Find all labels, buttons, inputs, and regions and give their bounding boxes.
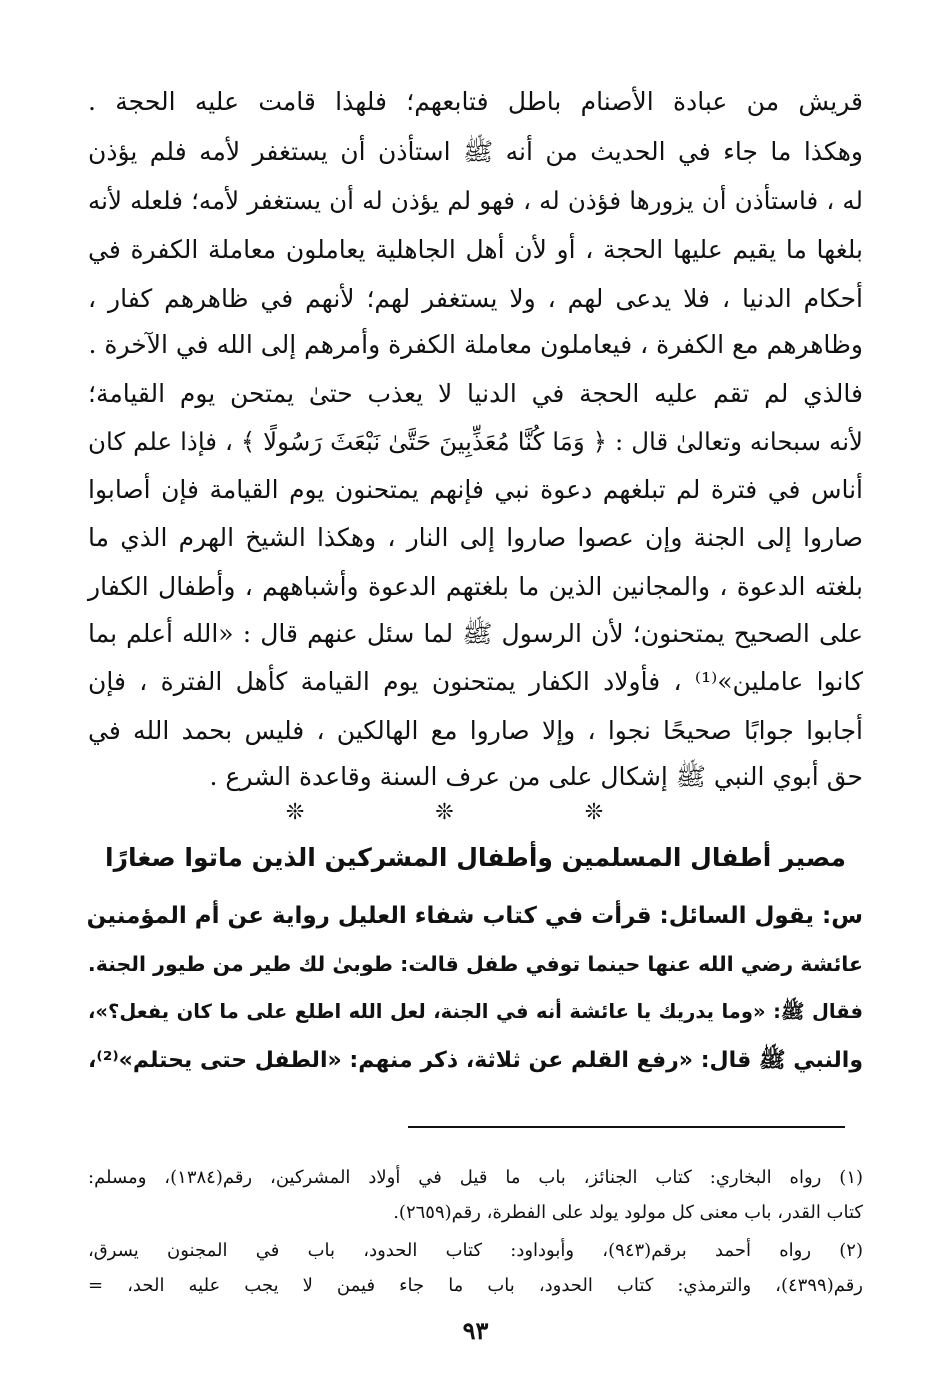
body-line: وهكذا ما جاء في الحديث من أنه ﷺ استأذن أن يستغفر لأمه فلم يؤذن	[88, 137, 863, 166]
body-line: قريش من عبادة الأصنام باطل فتابعهم؛ فلهذا قامت عليه الحجة .	[88, 87, 863, 116]
question-line: س: يقول السائل: قرأت في كتاب شفاء العليل رواية عن أم المؤمنين	[86, 903, 863, 929]
body-line: كانوا عاملين»⁽¹⁾ ، فأولاد الكفار يمتحنون يوم القيامة كأهل الفترة ، فإن	[88, 667, 864, 696]
footnote-line: رقم(٤٣٩٩)، والترمذي: كتاب الحدود، باب ما جاء فيمن لا يجب عليه الحد، =	[88, 1275, 863, 1296]
question-line: عائشة رضي الله عنها حينما توفي طفل قالت: طوبىٰ لك طير من طيور الجنة.	[87, 952, 863, 976]
body-line: حق أبوي النبي ﷺ إشكال على من عرف السنة وقاعدة الشرع .	[209, 762, 863, 791]
body-line: له ، فاستأذن أن يزورها فؤذن له ، فهو لم يؤذن له أن يستغفر لأمه؛ فلعله لأنه	[88, 186, 863, 215]
body-line-quran-verse: لأنه سبحانه وتعالىٰ قال : ﴿ وَمَا كُنَّا مُعَذِّبِينَ حَتَّىٰ نَبْعَثَ رَسُولًا ﴾ ، فإذا علم كان	[88, 427, 863, 456]
footnote-line: (١) رواه البخاري: كتاب الجنائز، باب ما قيل في أولاد المشركين، رقم(١٣٨٤)، ومسلم:	[88, 1167, 864, 1188]
body-line: أجابوا جوابًا صحيحًا نجوا ، وإلا صاروا مع الهالكين ، فليس بحمد الله في	[88, 716, 863, 745]
body-line: صاروا إلى الجنة وإن عصوا صاروا إلى النار ، وهكذا الشيخ الهرم الذي ما	[88, 523, 863, 552]
footnote-line: (٢) رواه أحمد برقم(٩٤٣)، وأبوداود: كتاب الحدود، باب في المجنون يسرق،	[88, 1240, 863, 1261]
body-line: على الصحيح يمتحنون؛ لأن الرسول ﷺ لما سئل عنهم قال : «الله أعلم بما	[88, 619, 863, 648]
body-line: وظاهرهم مع الكفرة ، فيعاملون معاملة الكفرة وأمرهم إلى الله في الآخرة .	[88, 330, 863, 359]
body-line: فالذي لم تقم عليه الحجة في الدنيا لا يعذب حتىٰ يمتحن يوم القيامة؛	[88, 379, 863, 408]
body-line: أحكام الدنيا ، فلا يدعى لهم ، ولا يستغفر لهم؛ لأنهم في ظاهرهم كفار ،	[88, 284, 863, 313]
footnote-line: كتاب القدر، باب معنى كل مولود يولد على الفطرة، رقم(٢٦٥٩).	[393, 1202, 863, 1223]
question-line: والنبي ﷺ قال: «رفع القلم عن ثلاثة، ذكر منهم: «الطفل حتى يحتلم»⁽²⁾،	[88, 1048, 863, 1073]
section-separator: ❊ ❊ ❊	[285, 800, 666, 825]
body-line: أناس في فترة لم تبلغهم دعوة نبي فإنهم يمتحنون يوم القيامة فإن أصابوا	[88, 475, 863, 504]
question-line: فقال ﷺ: «وما يدريك يا عائشة أنه في الجنة، لعل الله اطلع على ما كان يفعل؟»،	[88, 1000, 863, 1023]
page-number: ٩٣	[462, 1316, 489, 1345]
section-heading: مصير أطفال المسلمين وأطفال المشركين الذين ماتوا صغارًا	[105, 843, 846, 872]
footnote-divider	[408, 1126, 845, 1128]
body-line: بلغها ما يقيم عليها الحجة ، أو لأن أهل الجاهلية يعاملون معاملة الكفرة في	[88, 235, 863, 264]
body-line: بلغته الدعوة ، والمجانين الذين ما بلغتهم الدعوة وأشباههم ، وأطفال الكفار	[88, 572, 863, 601]
